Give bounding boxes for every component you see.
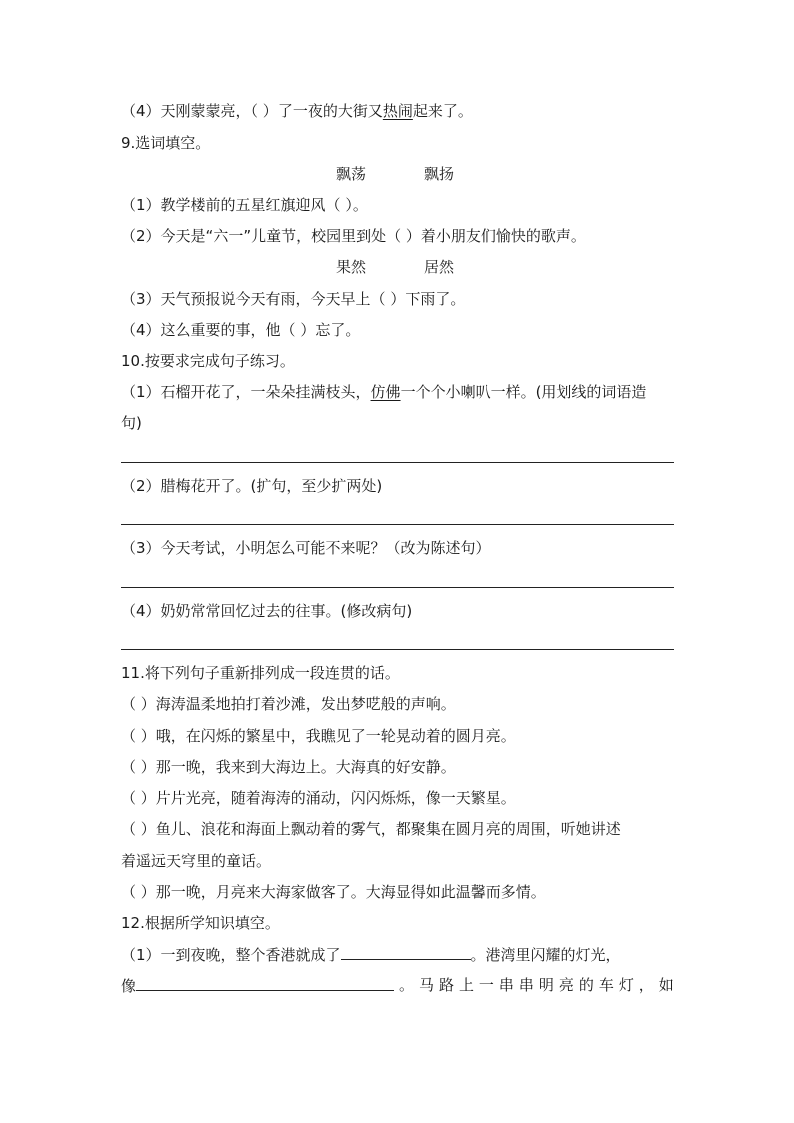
q12-item-1-text-b: 。港湾里闪耀的灯光， [470, 946, 621, 964]
q9-title: 9.选词填空。 [121, 134, 211, 152]
q8-item-4 [121, 101, 473, 121]
q10-item-3: （3）今天考试，小明怎么可能不来呢？（改为陈述句） [121, 539, 491, 557]
q10-item-1-text-b: 一个个小喇叭一样。(用划线的词语造 [400, 383, 647, 401]
q12-char-9: 的 [578, 976, 594, 994]
q11-sentence-3: （ ）那一晚，我来到大海边上。大海真的好安静。 [121, 758, 456, 776]
q12-item-1 [121, 944, 621, 964]
q12-char-8: 亮 [558, 976, 574, 994]
q9-word-option-4: 居然 [424, 258, 455, 276]
fill-blank-1[interactable] [341, 944, 471, 960]
answer-line-2[interactable] [121, 524, 674, 525]
q12-char-10: 车 [598, 976, 614, 994]
q12-char-3: 上 [458, 976, 474, 994]
q10-item-4: （4）奶奶常常回忆过去的往事。(修改病句) [121, 602, 413, 620]
q11-title: 11.将下列句子重新排列成一段连贯的话。 [121, 664, 400, 682]
q12-char-4: 一 [478, 976, 494, 994]
q9-word-option-2: 飘扬 [424, 165, 455, 183]
q8-item-4-text-b: 起来了。 [412, 102, 473, 120]
q11-sentence-5: （ ）鱼儿、浪花和海面上飘动着的雾气，都聚集在圆月亮的周围，听她讲述 [121, 820, 621, 838]
q11-sentence-6: （ ）那一晚，月亮来大海家做客了。大海显得如此温馨而多情。 [121, 883, 546, 901]
q9-item-4: （4）这么重要的事，他（ ）忘了。 [121, 321, 361, 339]
q12-item-1-line-2 [121, 975, 674, 995]
q12-char-7: 明 [538, 976, 554, 994]
q12-char-11: 灯 [618, 976, 634, 994]
q11-sentence-1: （ ）海涛温柔地拍打着沙滩，发出梦呓般的声响。 [121, 695, 456, 713]
q12-item-1-text-a: （1）一到夜晚，整个香港就成了 [121, 946, 341, 964]
q10-item-1-text-a: （1）石榴开花了，一朵朵挂满枝头， [121, 383, 371, 401]
q12-title: 12.根据所学知识填空。 [121, 914, 280, 932]
q9-word-option-1: 飘荡 [336, 165, 367, 183]
q10-item-1-continued: 句) [121, 414, 142, 432]
q12-char-6: 串 [518, 976, 534, 994]
answer-line-1[interactable] [121, 462, 674, 463]
q8-item-4-text-a: （4）天刚蒙蒙亮，（ ）了一夜的大街又 [121, 102, 383, 120]
q12-char-0: 。 [398, 976, 414, 994]
q11-sentence-5-continued: 着遥远天穹里的童话。 [121, 852, 272, 870]
answer-line-4[interactable] [121, 649, 674, 650]
q12-line2-start [121, 975, 394, 995]
q10-title: 10.按要求完成句子练习。 [121, 352, 295, 370]
answer-line-3[interactable] [121, 587, 674, 588]
q9-item-1: （1）教学楼前的五星红旗迎风（ ）。 [121, 196, 368, 214]
fill-blank-2[interactable] [136, 975, 394, 991]
q12-char-13: 如 [658, 976, 674, 994]
q12-char-12: ， [638, 976, 654, 994]
q10-item-2: （2）腊梅花开了。(扩句，至少扩两处) [121, 477, 383, 495]
q12-char-1: 马 [418, 976, 434, 994]
q9-word-option-3: 果然 [336, 258, 367, 276]
q10-item-1 [121, 382, 646, 402]
q9-item-2: （2）今天是“六一”儿童节，校园里到处（ ）着小朋友们愉快的歌声。 [121, 227, 586, 245]
q10-item-1-underlined: 仿佛 [370, 383, 401, 401]
q12-char-5: 串 [498, 976, 514, 994]
q12-line2-text-a: 像 [121, 977, 137, 995]
q11-sentence-2: （ ）哦，在闪烁的繁星中，我瞧见了一轮晃动着的圆月亮。 [121, 727, 516, 745]
q12-char-2: 路 [438, 976, 454, 994]
q8-item-4-underlined: 热闹 [382, 102, 413, 120]
q9-item-3: （3）天气预报说今天有雨，今天早上（ ）下雨了。 [121, 290, 466, 308]
q11-sentence-4: （ ）片片光亮，随着海涛的涌动，闪闪烁烁，像一天繁星。 [121, 789, 516, 807]
